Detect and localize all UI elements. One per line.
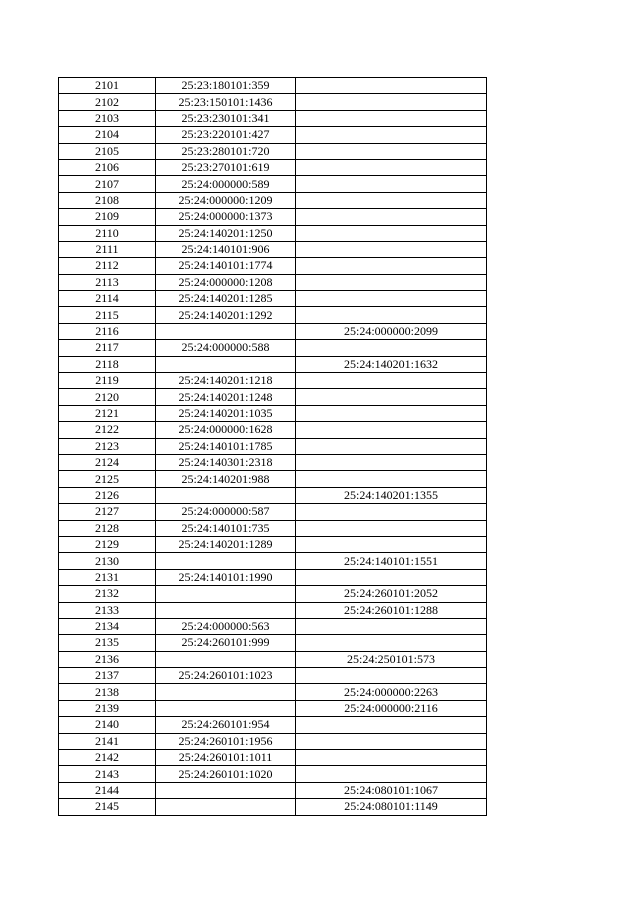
- table-row: [59, 192, 487, 208]
- row-number-cell: 2144: [59, 782, 156, 798]
- row-number-cell: 2128: [59, 520, 156, 536]
- cadastral-number-alt-cell: [296, 258, 487, 274]
- cadastral-number-alt-cell: 25:24:250101:573: [296, 651, 487, 667]
- cadastral-number-cell: 25:24:140201:1035: [156, 405, 296, 421]
- table-row: [59, 454, 487, 470]
- row-number-cell: 2107: [59, 176, 156, 192]
- table-row: [59, 307, 487, 323]
- cadastral-number-cell: [156, 782, 296, 798]
- table-row: [59, 487, 487, 503]
- cadastral-number-cell: 25:24:140101:1785: [156, 438, 296, 454]
- cadastral-number-cell: 25:24:140101:735: [156, 520, 296, 536]
- row-number-cell: 2136: [59, 651, 156, 667]
- row-number-cell: 2112: [59, 258, 156, 274]
- cadastral-number-alt-cell: [296, 405, 487, 421]
- table-row: [59, 471, 487, 487]
- table-row: [59, 799, 487, 815]
- table-row: [59, 553, 487, 569]
- table-row: [59, 766, 487, 782]
- cadastral-number-cell: 25:24:260101:1023: [156, 668, 296, 684]
- cadastral-number-alt-cell: [296, 389, 487, 405]
- row-number-cell: 2124: [59, 454, 156, 470]
- cadastral-number-cell: 25:24:260101:1956: [156, 733, 296, 749]
- cadastral-number-alt-cell: 25:24:140201:1355: [296, 487, 487, 503]
- table-row: [59, 668, 487, 684]
- row-number-cell: 2140: [59, 717, 156, 733]
- cadastral-number-cell: 25:24:140201:1292: [156, 307, 296, 323]
- cadastral-number-cell: 25:24:140201:1250: [156, 225, 296, 241]
- table-row: [59, 602, 487, 618]
- cadastral-number-cell: 25:24:000000:1628: [156, 422, 296, 438]
- cadastral-number-alt-cell: [296, 766, 487, 782]
- row-number-cell: 2137: [59, 668, 156, 684]
- cadastral-number-alt-cell: [296, 422, 487, 438]
- cadastral-number-cell: 25:24:140201:1285: [156, 291, 296, 307]
- row-number-cell: 2104: [59, 127, 156, 143]
- row-number-cell: 2116: [59, 323, 156, 339]
- cadastral-number-alt-cell: [296, 176, 487, 192]
- cadastral-number-alt-cell: 25:24:000000:2116: [296, 700, 487, 716]
- cadastral-number-cell: [156, 684, 296, 700]
- row-number-cell: 2120: [59, 389, 156, 405]
- cadastral-number-cell: [156, 586, 296, 602]
- row-number-cell: 2103: [59, 110, 156, 126]
- row-number-cell: 2126: [59, 487, 156, 503]
- row-number-cell: 2118: [59, 356, 156, 372]
- row-number-cell: 2127: [59, 504, 156, 520]
- row-number-cell: 2117: [59, 340, 156, 356]
- cadastral-number-cell: 25:24:000000:1373: [156, 209, 296, 225]
- table-row: [59, 241, 487, 257]
- table-row: [59, 651, 487, 667]
- cadastral-number-cell: 25:24:140101:906: [156, 241, 296, 257]
- cadastral-number-cell: 25:23:280101:720: [156, 143, 296, 159]
- cadastral-table: [58, 77, 487, 816]
- cadastral-number-cell: 25:23:150101:1436: [156, 94, 296, 110]
- row-number-cell: 2121: [59, 405, 156, 421]
- table-row: [59, 110, 487, 126]
- cadastral-number-cell: 25:24:140201:1248: [156, 389, 296, 405]
- row-number-cell: 2123: [59, 438, 156, 454]
- cadastral-number-alt-cell: [296, 143, 487, 159]
- cadastral-number-alt-cell: 25:24:000000:2099: [296, 323, 487, 339]
- cadastral-number-alt-cell: 25:24:080101:1067: [296, 782, 487, 798]
- cadastral-number-alt-cell: [296, 717, 487, 733]
- table-row: [59, 323, 487, 339]
- cadastral-number-alt-cell: [296, 307, 487, 323]
- cadastral-number-alt-cell: [296, 192, 487, 208]
- cadastral-number-cell: 25:24:260101:1020: [156, 766, 296, 782]
- table-row: [59, 438, 487, 454]
- cadastral-number-alt-cell: [296, 110, 487, 126]
- cadastral-number-cell: 25:24:140201:1289: [156, 536, 296, 552]
- cadastral-number-cell: 25:24:140101:1774: [156, 258, 296, 274]
- table-row: [59, 782, 487, 798]
- cadastral-number-cell: 25:24:260101:999: [156, 635, 296, 651]
- table-row: [59, 159, 487, 175]
- cadastral-number-cell: [156, 323, 296, 339]
- table-row: [59, 618, 487, 634]
- cadastral-number-cell: 25:23:180101:359: [156, 78, 296, 94]
- row-number-cell: 2129: [59, 536, 156, 552]
- cadastral-number-cell: [156, 651, 296, 667]
- cadastral-number-alt-cell: 25:24:260101:1288: [296, 602, 487, 618]
- table-row: [59, 356, 487, 372]
- row-number-cell: 2134: [59, 618, 156, 634]
- row-number-cell: 2108: [59, 192, 156, 208]
- cadastral-number-cell: 25:24:000000:589: [156, 176, 296, 192]
- cadastral-number-alt-cell: [296, 536, 487, 552]
- table-body: [59, 78, 487, 816]
- cadastral-number-alt-cell: [296, 291, 487, 307]
- cadastral-number-alt-cell: [296, 569, 487, 585]
- cadastral-number-cell: 25:24:260101:1011: [156, 750, 296, 766]
- cadastral-number-alt-cell: [296, 454, 487, 470]
- cadastral-number-alt-cell: 25:24:260101:2052: [296, 586, 487, 602]
- table-row: [59, 536, 487, 552]
- cadastral-number-alt-cell: [296, 340, 487, 356]
- row-number-cell: 2135: [59, 635, 156, 651]
- table-row: [59, 389, 487, 405]
- table-row: [59, 520, 487, 536]
- table-row: [59, 143, 487, 159]
- cadastral-number-cell: 25:24:140201:988: [156, 471, 296, 487]
- cadastral-number-alt-cell: [296, 438, 487, 454]
- table-row: [59, 569, 487, 585]
- cadastral-number-cell: [156, 356, 296, 372]
- row-number-cell: 2102: [59, 94, 156, 110]
- row-number-cell: 2139: [59, 700, 156, 716]
- cadastral-number-alt-cell: [296, 618, 487, 634]
- table-row: [59, 291, 487, 307]
- table-row: [59, 750, 487, 766]
- row-number-cell: 2130: [59, 553, 156, 569]
- table-row: [59, 422, 487, 438]
- row-number-cell: 2142: [59, 750, 156, 766]
- cadastral-number-cell: [156, 487, 296, 503]
- table-row: [59, 635, 487, 651]
- row-number-cell: 2125: [59, 471, 156, 487]
- cadastral-number-cell: 25:23:270101:619: [156, 159, 296, 175]
- table-row: [59, 684, 487, 700]
- row-number-cell: 2145: [59, 799, 156, 815]
- cadastral-number-alt-cell: [296, 750, 487, 766]
- row-number-cell: 2113: [59, 274, 156, 290]
- table-row: [59, 225, 487, 241]
- table-row: [59, 340, 487, 356]
- cadastral-number-cell: [156, 799, 296, 815]
- cadastral-number-alt-cell: [296, 471, 487, 487]
- cadastral-number-alt-cell: [296, 241, 487, 257]
- cadastral-number-alt-cell: [296, 159, 487, 175]
- cadastral-number-cell: 25:24:140301:2318: [156, 454, 296, 470]
- table-row: [59, 209, 487, 225]
- row-number-cell: 2111: [59, 241, 156, 257]
- row-number-cell: 2138: [59, 684, 156, 700]
- table-row: [59, 504, 487, 520]
- row-number-cell: 2119: [59, 373, 156, 389]
- cadastral-number-alt-cell: [296, 520, 487, 536]
- table-row: [59, 78, 487, 94]
- cadastral-number-cell: 25:24:000000:1209: [156, 192, 296, 208]
- table-row: [59, 586, 487, 602]
- cadastral-number-cell: 25:24:260101:954: [156, 717, 296, 733]
- cadastral-number-cell: [156, 602, 296, 618]
- cadastral-number-alt-cell: 25:24:080101:1149: [296, 799, 487, 815]
- cadastral-number-cell: 25:24:000000:588: [156, 340, 296, 356]
- cadastral-number-alt-cell: [296, 733, 487, 749]
- cadastral-number-alt-cell: [296, 94, 487, 110]
- cadastral-number-alt-cell: [296, 209, 487, 225]
- row-number-cell: 2122: [59, 422, 156, 438]
- cadastral-number-cell: 25:23:230101:341: [156, 110, 296, 126]
- row-number-cell: 2131: [59, 569, 156, 585]
- table-row: [59, 700, 487, 716]
- row-number-cell: 2114: [59, 291, 156, 307]
- row-number-cell: 2133: [59, 602, 156, 618]
- cadastral-number-cell: 25:24:000000:1208: [156, 274, 296, 290]
- cadastral-number-cell: 25:24:000000:563: [156, 618, 296, 634]
- row-number-cell: 2105: [59, 143, 156, 159]
- cadastral-number-cell: 25:24:140201:1218: [156, 373, 296, 389]
- row-number-cell: 2141: [59, 733, 156, 749]
- table-row: [59, 717, 487, 733]
- table-row: [59, 405, 487, 421]
- cadastral-number-cell: 25:24:000000:587: [156, 504, 296, 520]
- cadastral-number-alt-cell: [296, 225, 487, 241]
- table-row: [59, 733, 487, 749]
- cadastral-number-alt-cell: 25:24:140101:1551: [296, 553, 487, 569]
- table-row: [59, 127, 487, 143]
- cadastral-number-alt-cell: [296, 635, 487, 651]
- cadastral-number-alt-cell: [296, 274, 487, 290]
- cadastral-number-cell: 25:23:220101:427: [156, 127, 296, 143]
- row-number-cell: 2143: [59, 766, 156, 782]
- table-row: [59, 274, 487, 290]
- cadastral-number-alt-cell: 25:24:140201:1632: [296, 356, 487, 372]
- cadastral-number-alt-cell: [296, 78, 487, 94]
- table-row: [59, 176, 487, 192]
- row-number-cell: 2132: [59, 586, 156, 602]
- cadastral-number-alt-cell: [296, 668, 487, 684]
- cadastral-number-alt-cell: [296, 373, 487, 389]
- table-row: [59, 94, 487, 110]
- table-row: [59, 258, 487, 274]
- row-number-cell: 2110: [59, 225, 156, 241]
- row-number-cell: 2109: [59, 209, 156, 225]
- cadastral-number-cell: [156, 553, 296, 569]
- cadastral-number-alt-cell: 25:24:000000:2263: [296, 684, 487, 700]
- cadastral-number-alt-cell: [296, 127, 487, 143]
- cadastral-number-cell: 25:24:140101:1990: [156, 569, 296, 585]
- row-number-cell: 2101: [59, 78, 156, 94]
- cadastral-number-alt-cell: [296, 504, 487, 520]
- row-number-cell: 2115: [59, 307, 156, 323]
- cadastral-number-cell: [156, 700, 296, 716]
- row-number-cell: 2106: [59, 159, 156, 175]
- table-row: [59, 373, 487, 389]
